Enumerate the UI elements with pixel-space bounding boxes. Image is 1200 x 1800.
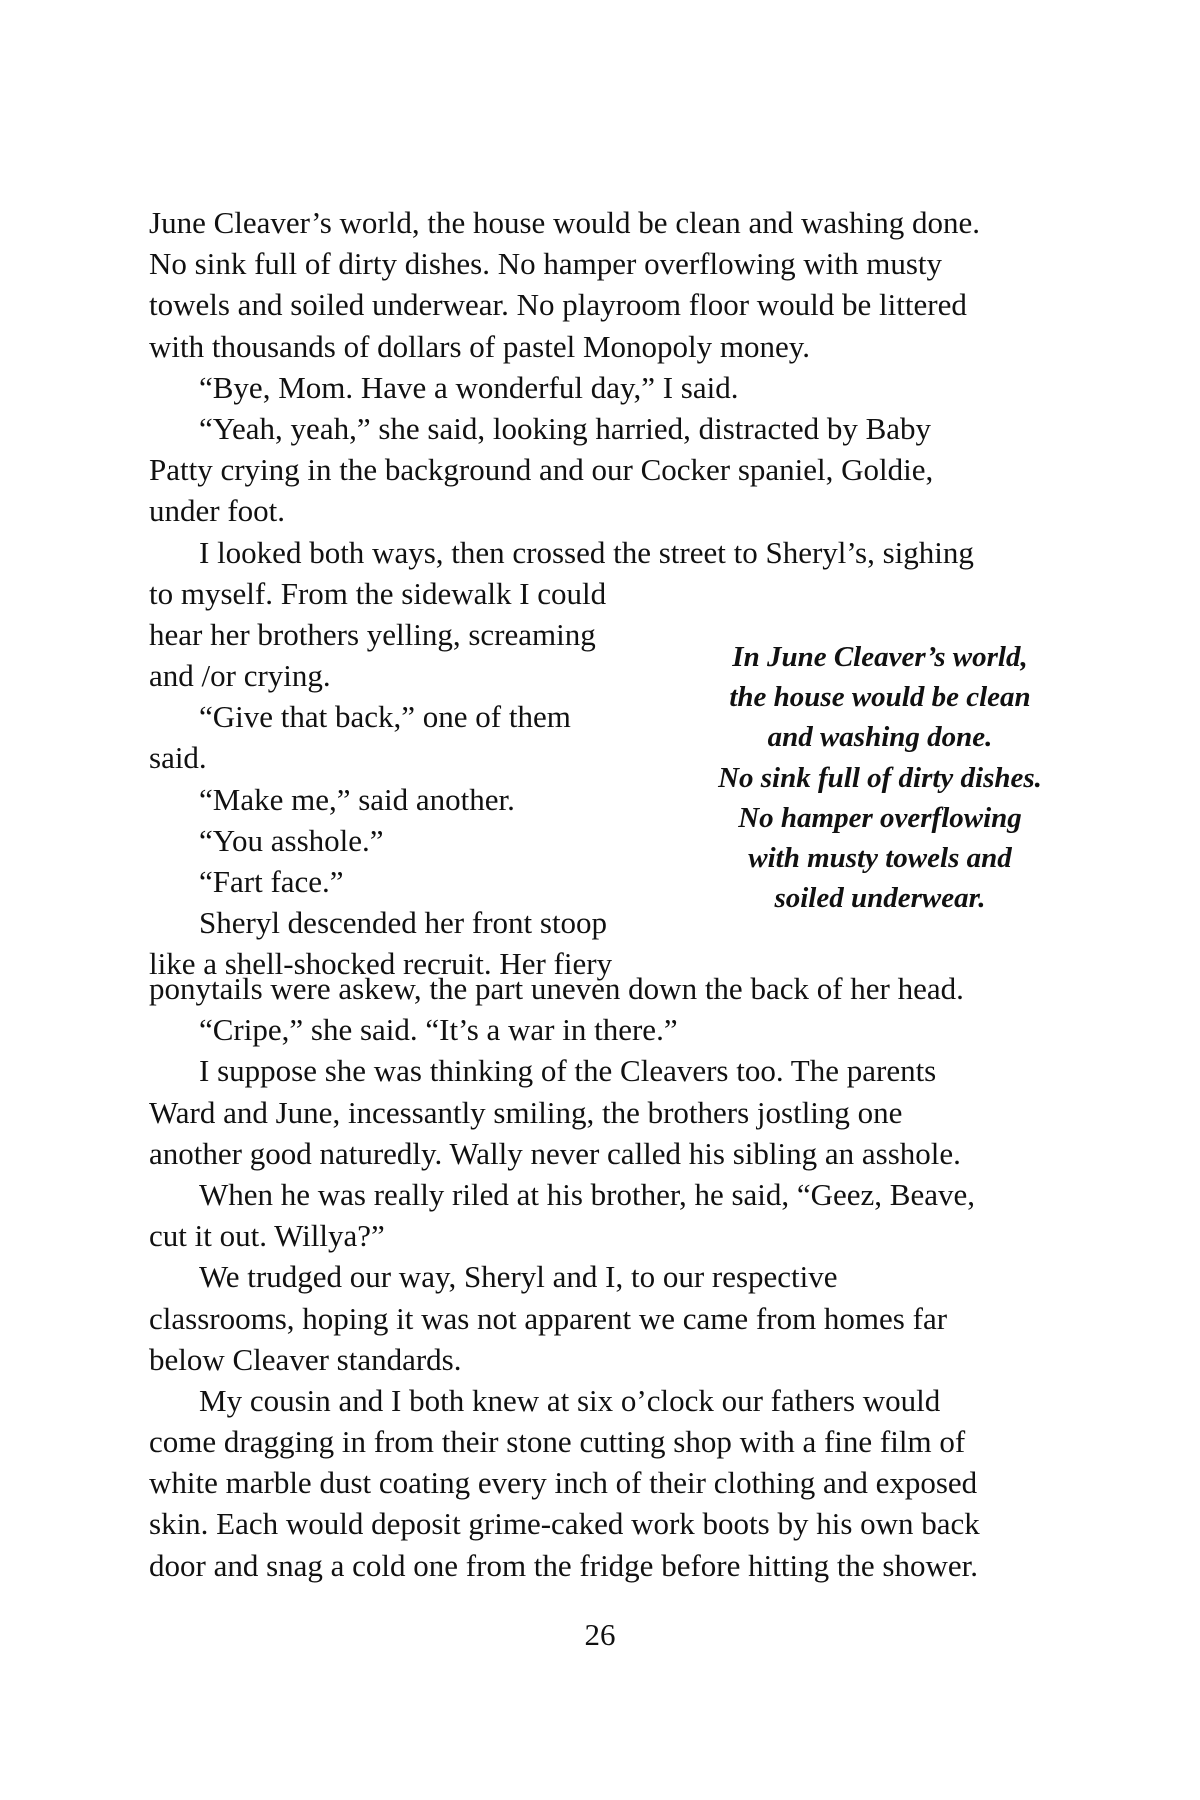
text-line: No sink full of dirty dishes. No hamper overflowing with musty: [149, 246, 942, 282]
text-line: under foot.: [149, 493, 286, 529]
text-line: said.: [149, 740, 207, 776]
pull-quote-line: No sink full of dirty dishes.: [718, 761, 1042, 794]
pull-quote-line: the house would be clean: [729, 681, 1031, 714]
text-line: towels and soiled underwear. No playroom floor would be littered: [149, 287, 967, 323]
text-line: “Yeah, yeah,” she said, looking harried, distracted by Baby: [199, 410, 932, 446]
text-line: Sheryl descended her front stoop: [199, 905, 608, 941]
text-line: Patty crying in the background and our Cocker spaniel, Goldie,: [149, 452, 934, 488]
text-line: I suppose she was thinking of the Cleavers too. The parents: [199, 1053, 937, 1089]
text-line: cut it out. Willya?”: [149, 1218, 385, 1254]
text-line: classrooms, hoping it was not apparent we came from homes far: [149, 1300, 948, 1336]
pull-quote: [700, 637, 1060, 918]
text-line: “Bye, Mom. Have a wonderful day,” I said.: [199, 369, 739, 405]
pull-quote-line: soiled underwear.: [774, 882, 986, 915]
text-line: door and snag a cold one from the fridge before hitting the shower.: [149, 1547, 979, 1583]
text-line: below Cleaver standards.: [149, 1341, 462, 1377]
text-line: “Fart face.”: [199, 864, 344, 899]
text-line: “Cripe,” she said. “It’s a war in there.”: [199, 1012, 678, 1048]
text-line: like a shell-shocked recruit. Her fiery: [149, 946, 613, 982]
text-line: come dragging in from their stone cutting shop with a fine film of: [149, 1424, 966, 1460]
text-line: ponytails were askew, the part uneven down the back of her head.: [149, 971, 964, 1006]
text-line: with thousands of dollars of pastel Monopoly money.: [149, 328, 810, 364]
text-line: hear her brothers yelling, screaming: [149, 616, 596, 652]
text-line: to myself. From the sidewalk I could: [149, 575, 607, 611]
pull-quote-line: In June Cleaver’s world,: [732, 641, 1028, 673]
page-number: 26: [584, 1617, 616, 1652]
pull-quote-line: and washing done.: [767, 721, 993, 754]
text-line: white marble dust coating every inch of their clothing and exposed: [149, 1465, 978, 1501]
text-line: Ward and June, incessantly smiling, the brothers jostling one: [149, 1094, 903, 1130]
text-line: “You asshole.”: [199, 822, 384, 858]
text-line: and /or crying.: [149, 658, 331, 694]
text-line: I looked both ways, then crossed the street to Sheryl’s, sighing: [199, 534, 974, 570]
text-line: My cousin and I both knew at six o’clock our fathers would: [199, 1382, 941, 1418]
text-line: “Give that back,” one of them: [199, 699, 571, 735]
body-text-bottom: [149, 968, 1054, 1586]
pull-quote-line: No hamper overflowing: [738, 801, 1022, 834]
text-line: “Make me,” said another.: [199, 781, 515, 817]
text-line: another good naturedly. Wally never called his sibling an asshole.: [149, 1135, 961, 1171]
text-line: June Cleaver’s world, the house would be clean and washing done.: [149, 205, 981, 240]
text-line: We trudged our way, Sheryl and I, to our respective: [199, 1259, 838, 1295]
text-line: skin. Each would deposit grime-caked work boots by his own back: [149, 1506, 980, 1542]
text-line: When he was really riled at his brother, he said, “Geez, Beave,: [199, 1176, 976, 1212]
pull-quote-line: with musty towels and: [748, 842, 1012, 875]
